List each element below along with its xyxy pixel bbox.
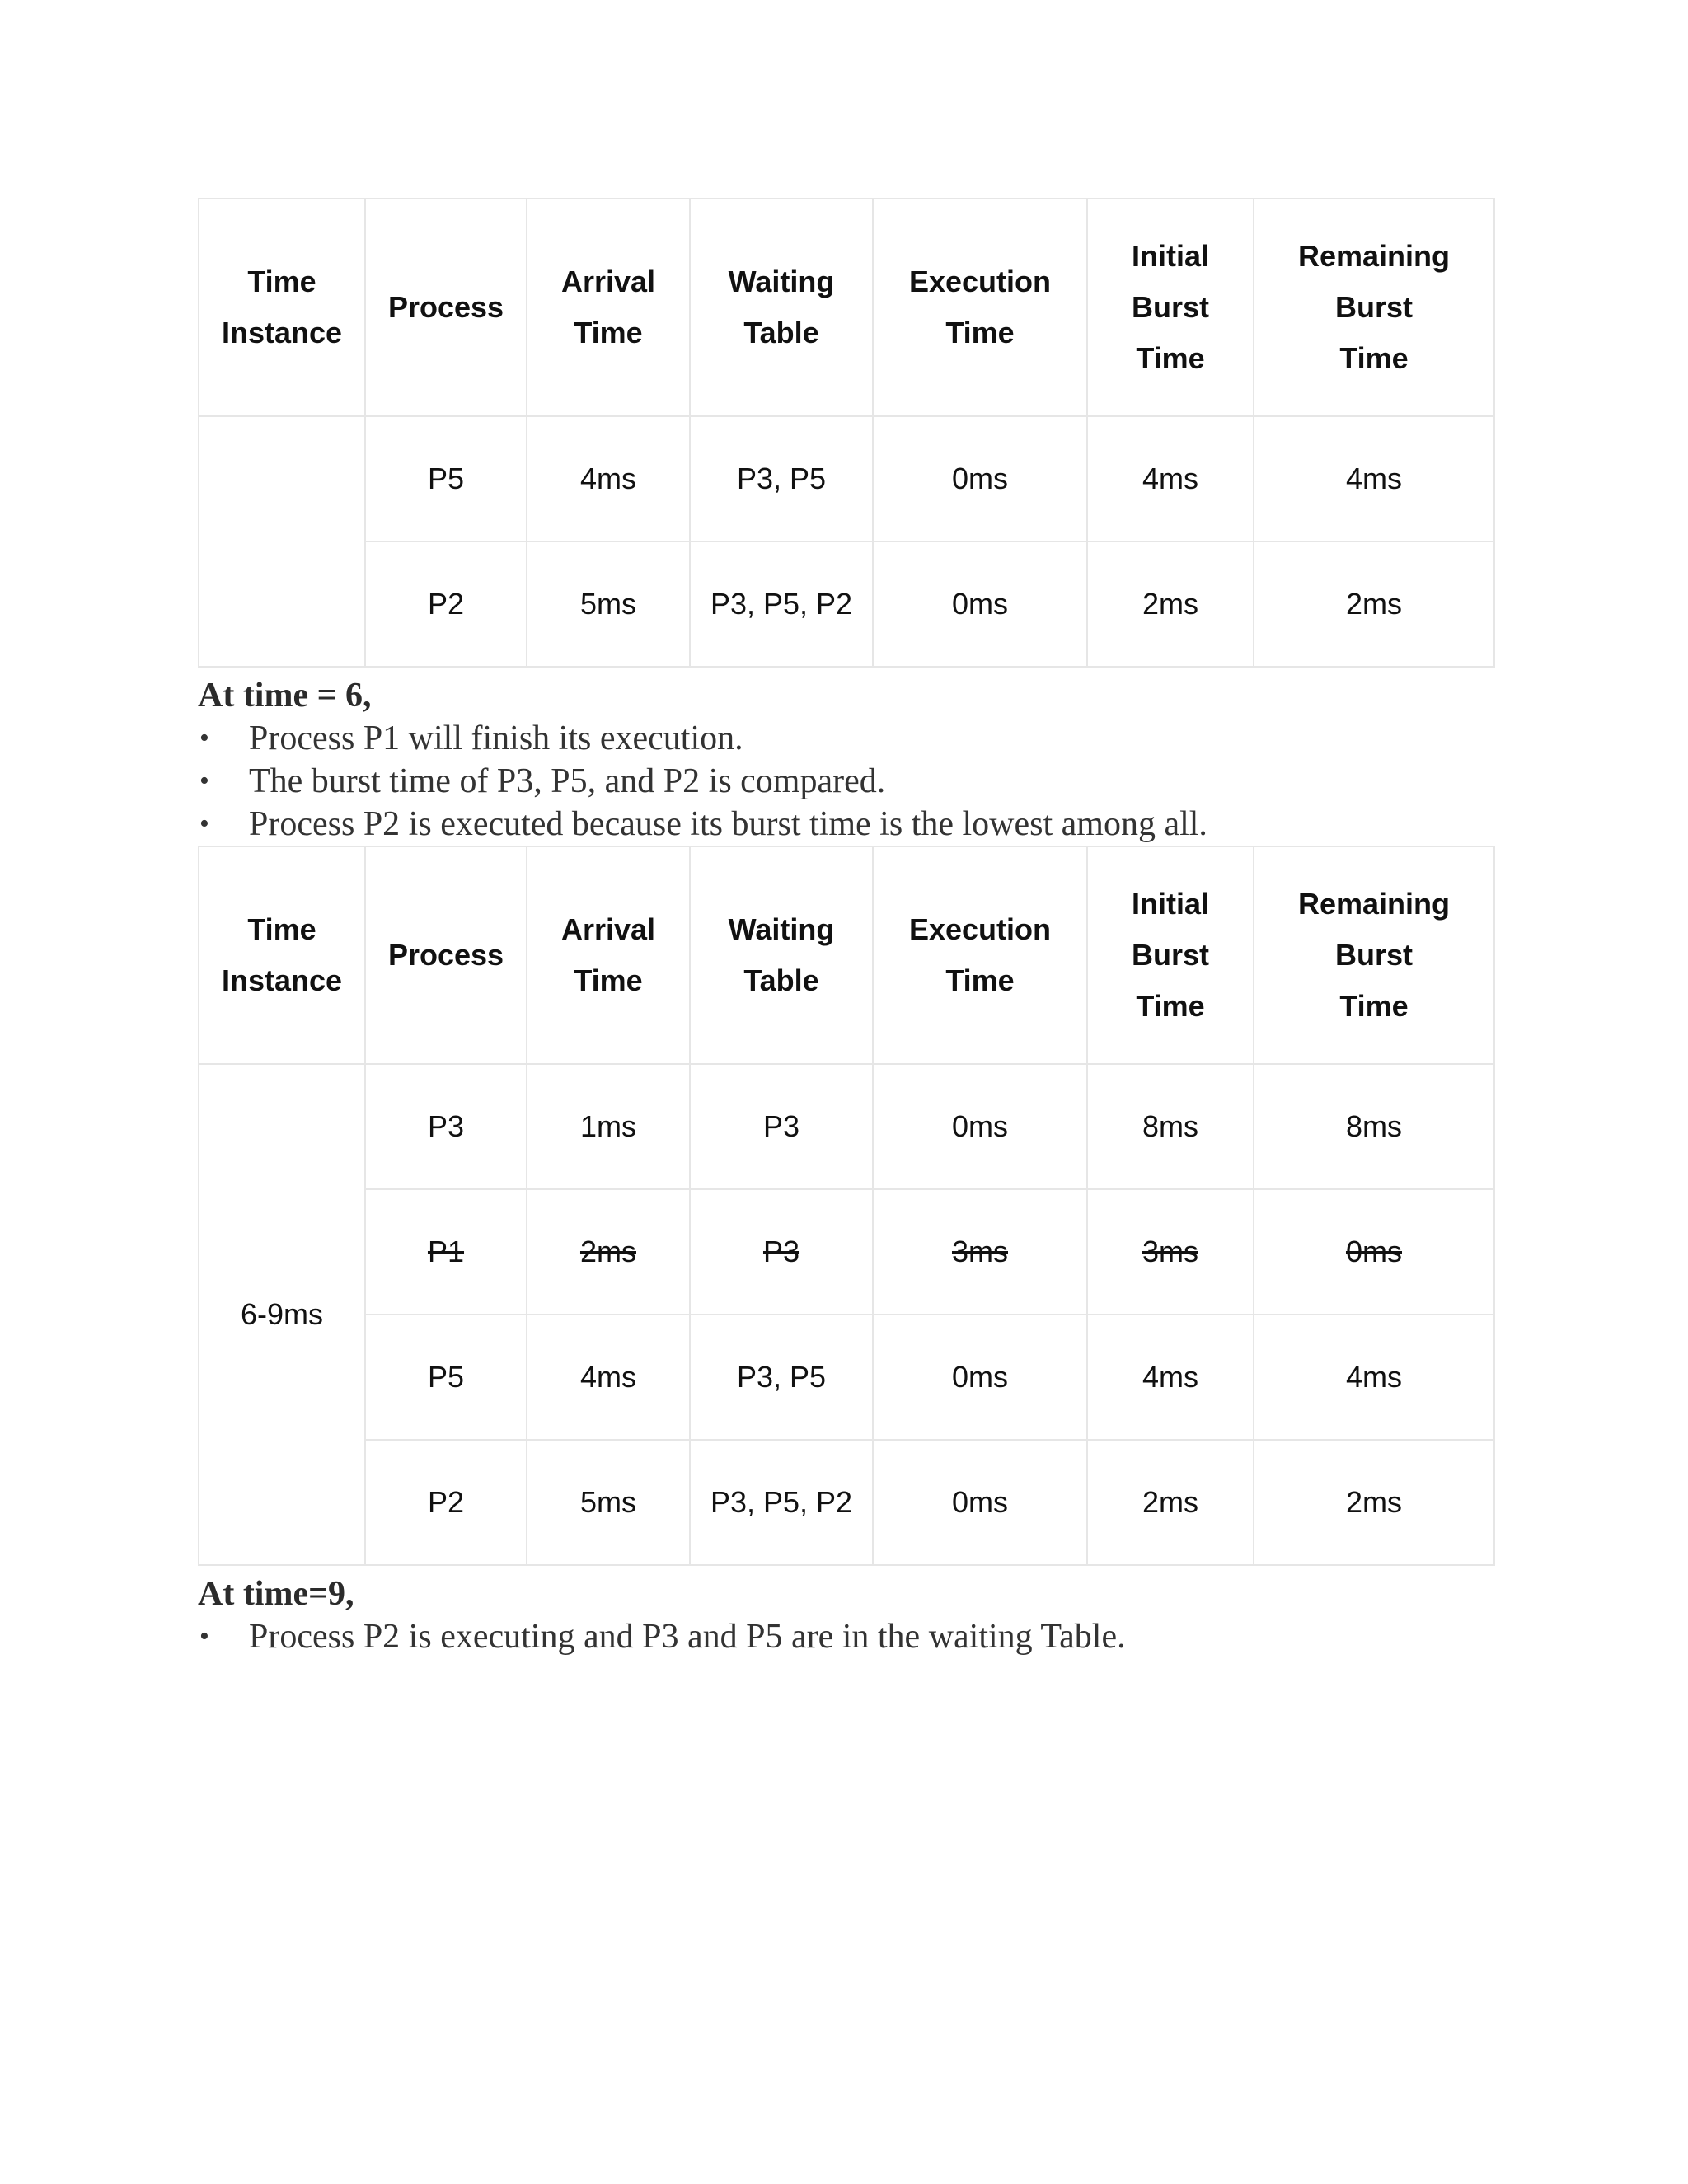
table-row: [199, 1315, 1494, 1440]
document-body: [198, 198, 1493, 1658]
table-row: [199, 1440, 1494, 1565]
initial-burst-cell: 4ms: [1087, 1315, 1254, 1440]
initial-burst-cell: 4ms: [1087, 416, 1254, 541]
header-process: Process: [365, 199, 527, 416]
table-row: [199, 416, 1494, 541]
section-heading-time-6: At time = 6,: [198, 677, 372, 715]
process-cell: P2: [365, 541, 527, 667]
header-remaining-burst-time: Remaining Burst Time: [1254, 199, 1494, 416]
execution-cell: 0ms: [873, 1440, 1087, 1565]
initial-burst-cell: 8ms: [1087, 1064, 1254, 1189]
execution-cell: 0ms: [873, 1315, 1087, 1440]
list-item: • Process P1 will finish its execution.: [198, 717, 1493, 760]
process-cell: P5: [365, 1315, 527, 1440]
table-header-row: [199, 199, 1494, 416]
remaining-burst-cell: 0ms: [1254, 1189, 1494, 1315]
header-time-instance: Time Instance: [199, 199, 365, 416]
list-item: • Process P2 is executed because its burst time is the lowest among all.: [198, 803, 1493, 846]
arrival-cell: 5ms: [527, 541, 690, 667]
table-row: [199, 541, 1494, 667]
list-item: • Process P2 is executing and P3 and P5 are in the waiting Table.: [198, 1615, 1493, 1658]
header-time-instance: Time Instance: [199, 846, 365, 1064]
header-execution-time: Execution Time: [873, 199, 1087, 416]
list-item: • The burst time of P3, P5, and P2 is compared.: [198, 760, 1493, 803]
bullet-list-time-6: [198, 717, 1493, 846]
table-row: [199, 1064, 1494, 1189]
initial-burst-cell: 2ms: [1087, 541, 1254, 667]
header-initial-burst-time: Initial Burst Time: [1087, 199, 1254, 416]
process-cell: P5: [365, 416, 527, 541]
bullet-icon: •: [199, 808, 209, 839]
waiting-cell: P3: [690, 1189, 873, 1315]
waiting-cell: P3: [690, 1064, 873, 1189]
schedule-table-2: [198, 846, 1495, 1566]
bullet-list-time-9: [198, 1615, 1493, 1658]
execution-cell: 0ms: [873, 541, 1087, 667]
header-waiting-table: Waiting Table: [690, 199, 873, 416]
arrival-cell: 1ms: [527, 1064, 690, 1189]
section-heading-time-9: At time=9,: [198, 1575, 354, 1613]
process-cell: P3: [365, 1064, 527, 1189]
schedule-table-1: [198, 198, 1495, 668]
bullet-icon: •: [199, 1621, 209, 1652]
waiting-cell: P3, P5, P2: [690, 1440, 873, 1565]
table-header-row: [199, 846, 1494, 1064]
time-instance-cell: 6-9ms: [199, 1064, 365, 1565]
arrival-cell: 5ms: [527, 1440, 690, 1565]
initial-burst-cell: 2ms: [1087, 1440, 1254, 1565]
initial-burst-cell: 3ms: [1087, 1189, 1254, 1315]
bullet-icon: •: [199, 766, 209, 796]
header-remaining-burst-time: Remaining Burst Time: [1254, 846, 1494, 1064]
arrival-cell: 4ms: [527, 416, 690, 541]
remaining-burst-cell: 4ms: [1254, 1315, 1494, 1440]
remaining-burst-cell: 2ms: [1254, 541, 1494, 667]
time-instance-cell: [199, 416, 365, 667]
arrival-cell: 2ms: [527, 1189, 690, 1315]
process-cell: P2: [365, 1440, 527, 1565]
remaining-burst-cell: 4ms: [1254, 416, 1494, 541]
arrival-cell: 4ms: [527, 1315, 690, 1440]
execution-cell: 3ms: [873, 1189, 1087, 1315]
remaining-burst-cell: 2ms: [1254, 1440, 1494, 1565]
header-arrival-time: Arrival Time: [527, 846, 690, 1064]
process-cell: P1: [365, 1189, 527, 1315]
header-execution-time: Execution Time: [873, 846, 1087, 1064]
execution-cell: 0ms: [873, 416, 1087, 541]
header-waiting-table: Waiting Table: [690, 846, 873, 1064]
header-arrival-time: Arrival Time: [527, 199, 690, 416]
table-row-struck: [199, 1189, 1494, 1315]
execution-cell: 0ms: [873, 1064, 1087, 1189]
bullet-icon: •: [199, 723, 209, 753]
remaining-burst-cell: 8ms: [1254, 1064, 1494, 1189]
header-process: Process: [365, 846, 527, 1064]
waiting-cell: P3, P5: [690, 1315, 873, 1440]
waiting-cell: P3, P5: [690, 416, 873, 541]
waiting-cell: P3, P5, P2: [690, 541, 873, 667]
header-initial-burst-time: Initial Burst Time: [1087, 846, 1254, 1064]
